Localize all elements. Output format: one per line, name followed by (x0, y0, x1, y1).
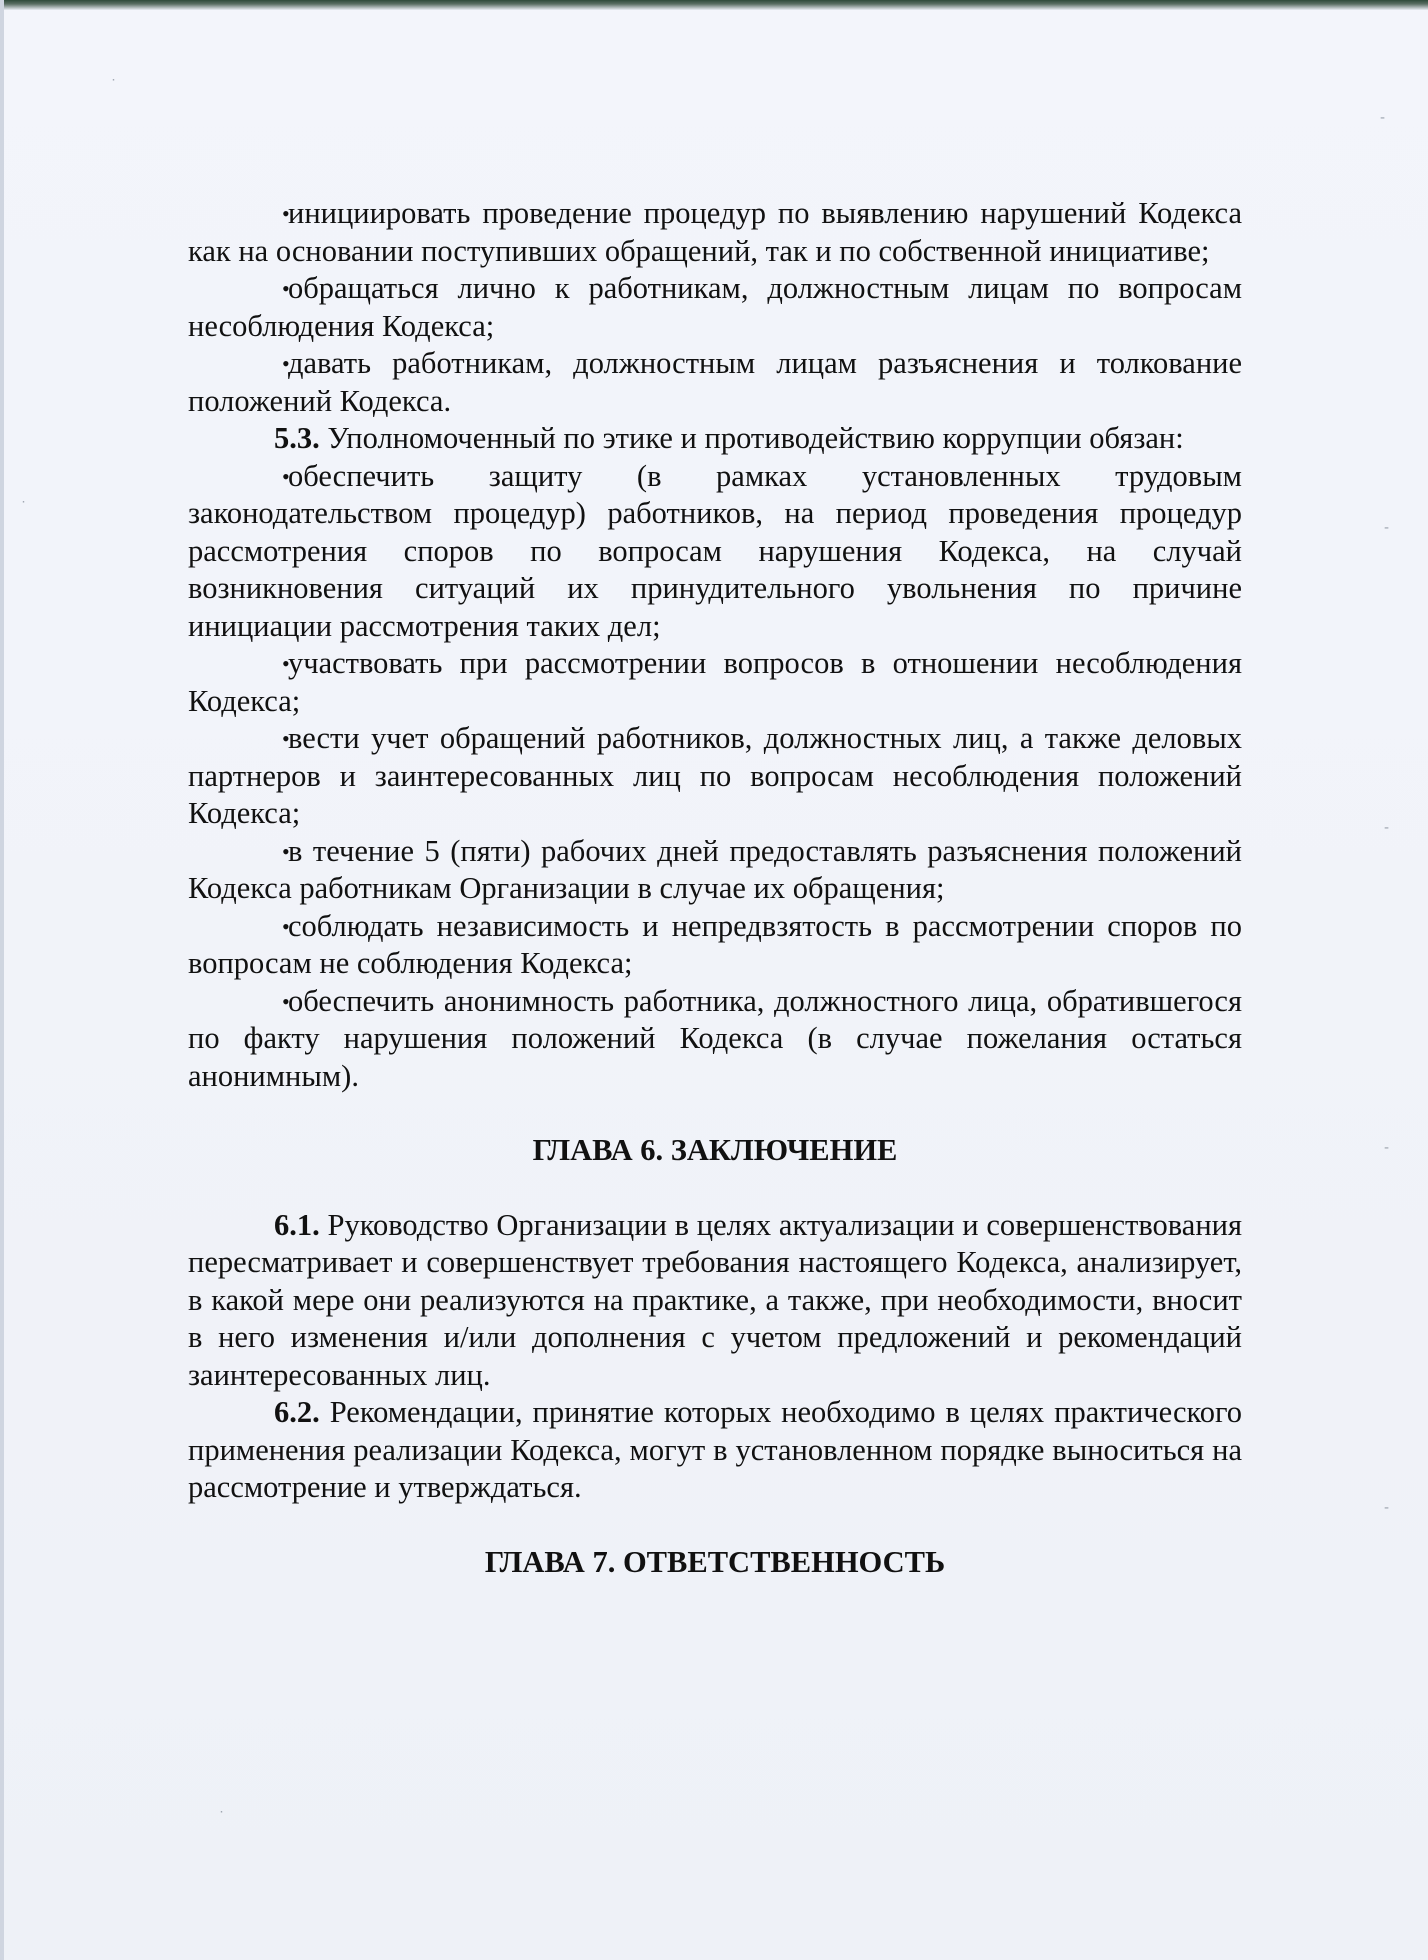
scan-speck: ˙ (110, 78, 117, 94)
list-item-text: в течение 5 (пяти) рабочих дней предоставлять разъяснения положений Кодекса работникам Организации в случае их обращения; (188, 833, 1242, 905)
list-item-text: инициировать проведение процедур по выявлению нарушений Кодекса как на основании поступивших обращений, так и по собственной инициативе; (188, 196, 1242, 268)
list-item-text: обращаться лично к работникам, должностным лицам по вопросам несоблюдения Кодекса; (188, 271, 1242, 343)
document-body (188, 195, 1242, 1581)
list-item (188, 720, 1242, 833)
scan-speck: - (1384, 520, 1390, 536)
chapter-6-title: ГЛАВА 6. ЗАКЛЮЧЕНИЕ (532, 1133, 898, 1167)
list-item (188, 345, 1242, 420)
section-text: Рекомендации, принятие которых необходимо в целях практического применения реализации Кодекса, могут в установленном порядке выноситься на рассмотрение и утверждаться. (188, 1395, 1243, 1504)
scan-speck: ˙ (218, 1810, 225, 1826)
bullet-icon: • (282, 988, 290, 1014)
bullet-icon: • (282, 276, 290, 301)
section-number: 6.2. (274, 1395, 320, 1429)
list-item-text: участвовать при рассмотрении вопросов в отношении несоблюдения Кодекса; (188, 646, 1242, 718)
list-item-text: вести учет обращений работников, должностных лиц, а также деловых партнеров и заинтересованных лиц по вопросам несоблюдения положений Кодекса; (188, 721, 1242, 830)
section-text: Уполномоченный по этике и противодействию коррупции обязан: (327, 421, 1184, 455)
scan-speck: ˙ (20, 500, 27, 516)
scan-speck: - (1384, 1500, 1390, 1516)
list-item-text: обеспечить анонимность работника, должностного лица, обратившегося по факту нарушения положений Кодекса (в случае пожелания остаться анонимным). (188, 983, 1242, 1093)
list-item-text: обеспечить защиту (в рамках установленных трудовым законодательством процедур) работников, на период проведения процедур рассмотрения споров по вопросам нарушения Кодекса, на случай возникновения ситуаций их принудительного увольнения по причине инициации рассмотрения таких дел; (188, 458, 1242, 643)
list-item (188, 270, 1242, 345)
section-6-1 (188, 1207, 1242, 1395)
section-number: 6.1. (274, 1207, 320, 1242)
scan-left-edge (0, 0, 4, 1960)
bullet-icon: • (282, 913, 290, 939)
list-item (188, 645, 1242, 720)
bullet-icon: • (282, 651, 290, 676)
bullet-icon: • (282, 726, 290, 751)
bullet-icon: • (282, 838, 290, 864)
list-item (188, 458, 1242, 646)
list-item (188, 908, 1242, 983)
section-6-2 (188, 1394, 1242, 1507)
chapter-7-title: ГЛАВА 7. ОТВЕТСТВЕННОСТЬ (484, 1544, 946, 1579)
bullet-icon: • (282, 463, 290, 489)
list-item-text: давать работникам, должностным лицам разъяснения и толкование положений Кодекса. (188, 346, 1242, 418)
section-number: 5.3. (274, 421, 320, 455)
bullet-icon: • (282, 351, 290, 376)
scan-speck: - (1384, 820, 1390, 836)
list-item (188, 833, 1242, 908)
bullet-icon: • (282, 201, 290, 226)
scan-speck: - (1384, 1140, 1390, 1156)
scan-top-edge (0, 0, 1428, 10)
list-item (188, 983, 1242, 1096)
list-item-text: соблюдать независимость и непредвзятость в рассмотрении споров по вопросам не соблюдения Кодекса; (188, 908, 1242, 980)
section-text: Руководство Организации в целях актуализации и совершенствования пересматривает и совершенствует требования настоящего Кодекса, анализирует, в какой мере они реализуются на практике, а также, при необходимости, вносит в него изменения и/или дополнения с учетом предложений и рекомендаций заинтересованных лиц. (188, 1207, 1243, 1392)
scan-speck: - (1380, 110, 1386, 126)
section-5-3 (188, 420, 1242, 458)
list-item (188, 195, 1242, 270)
